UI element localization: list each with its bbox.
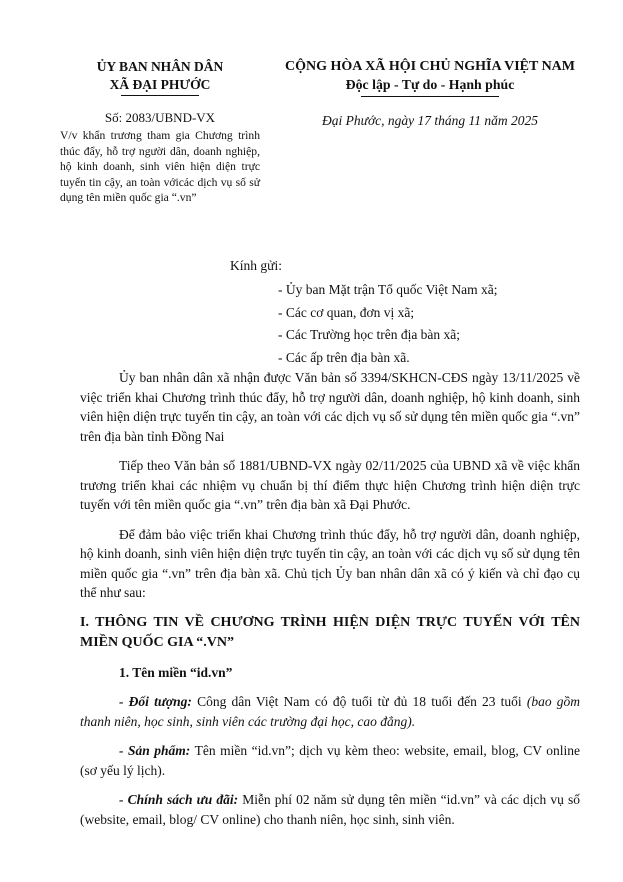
body-paragraph-2: Tiếp theo Văn bản số 1881/UBND-VX ngày 02/11/2025 của UBND xã về việc khẩn trương triển khai các nhiệm vụ chuẩn bị thí điểm thực hiện Chương trình hiện diện trực tuyến với tên miền quốc gia “.vn” trên địa bàn xã Đại Phước. [80, 458, 580, 512]
recipient-item: - Các ấp trên địa bàn xã. [278, 349, 410, 365]
recipients-label: Kính gửi: [230, 258, 282, 273]
item-label: - Sản phẩm: [119, 743, 191, 758]
motto-underline [361, 96, 499, 97]
subsection-heading-1: 1. Tên miền “id.vn” [119, 664, 233, 680]
recipient-item: - Các cơ quan, đơn vị xã; [278, 304, 415, 320]
document-number: Số: 2083/UBND-VX [104, 110, 216, 125]
recipients-list [278, 279, 498, 369]
national-title-block [262, 58, 598, 129]
item-text: Miễn phí 02 năm sử dụng tên miền “id.vn” và các dịch vụ số (website, email, blog/ CV online) cho thanh niên, học sinh, sinh viên. [80, 792, 581, 827]
section-heading-1: I. THÔNG TIN VỀ CHƯƠNG TRÌNH HIỆN DIỆN TRỰC TUYẾN VỚI TÊN MIỀN QUỐC GIA “.VN” [80, 614, 580, 650]
item-label: - Đối tượng: [119, 694, 192, 709]
national-motto: Độc lập - Tự do - Hạnh phúc [345, 77, 515, 92]
recipient-item: - Ủy ban Mặt trận Tổ quốc Việt Nam xã; [278, 282, 498, 297]
document-subject: V/v khẩn trương tham gia Chương trình thúc đẩy, hỗ trợ người dân, doanh nghiệp, hộ kinh doanh, sinh viên hiện diện trực tuyến tin cậy, an toàn vớicác dịch vụ số sử dụng tên miền quốc gia “.vn” [60, 129, 260, 204]
item-target-audience [80, 692, 580, 731]
place-and-date: Đại Phước, ngày 17 tháng 11 năm 2025 [321, 113, 539, 128]
item-text: Công dân Việt Nam có độ tuổi từ đủ 18 tuổi đến 23 tuổi [191, 694, 527, 709]
body-paragraph-1: Ủy ban nhân dân xã nhận được Văn bản số 3394/SKHCN-CĐS ngày 13/11/2025 về việc triển khai Chương trình thúc đẩy, hỗ trợ người dân, doanh nghiệp, hộ kinh doanh, sinh viên hiện diện trực tuyến tin cậy, an toàn với các dịch vụ số sử dụng tên miền quốc gia “.vn” trên địa bàn tỉnh Đồng Nai [80, 370, 580, 444]
issuing-authority-block [60, 58, 260, 206]
org-name-line-1: ỦY BAN NHÂN DÂN [96, 59, 224, 74]
item-product [80, 741, 580, 780]
item-label: - Chính sách ưu đãi: [119, 792, 239, 807]
item-incentive-policy [80, 790, 580, 829]
item-text: Tên miền “id.vn”; dịch vụ kèm theo: website, email, blog, CV online (sơ yếu lý lịch). [80, 743, 580, 778]
recipient-item: - Các Trường học trên địa bàn xã; [278, 327, 461, 342]
item-note: (bao gồm thanh niên, học sinh, sinh viên các trường đại học, cao đẳng). [80, 694, 581, 729]
org-underline [121, 95, 199, 96]
nation-title: CỘNG HÒA XÃ HỘI CHỦ NGHĨA VIỆT NAM [284, 59, 575, 74]
body-paragraph-3: Để đảm bảo việc triển khai Chương trình thúc đẩy, hỗ trợ người dân, doanh nghiệp, hộ kinh doanh, sinh viên hiện diện trực tuyến tin cậy, an toàn với các dịch vụ số sử dụng tên miền quốc gia “.vn” trên địa bàn xã. Chủ tịch Ủy ban nhân dân xã có ý kiến và chỉ đạo cụ thể như sau: [80, 526, 580, 600]
org-name-line-2: XÃ ĐẠI PHƯỚC [109, 77, 211, 92]
document-body [80, 368, 580, 839]
